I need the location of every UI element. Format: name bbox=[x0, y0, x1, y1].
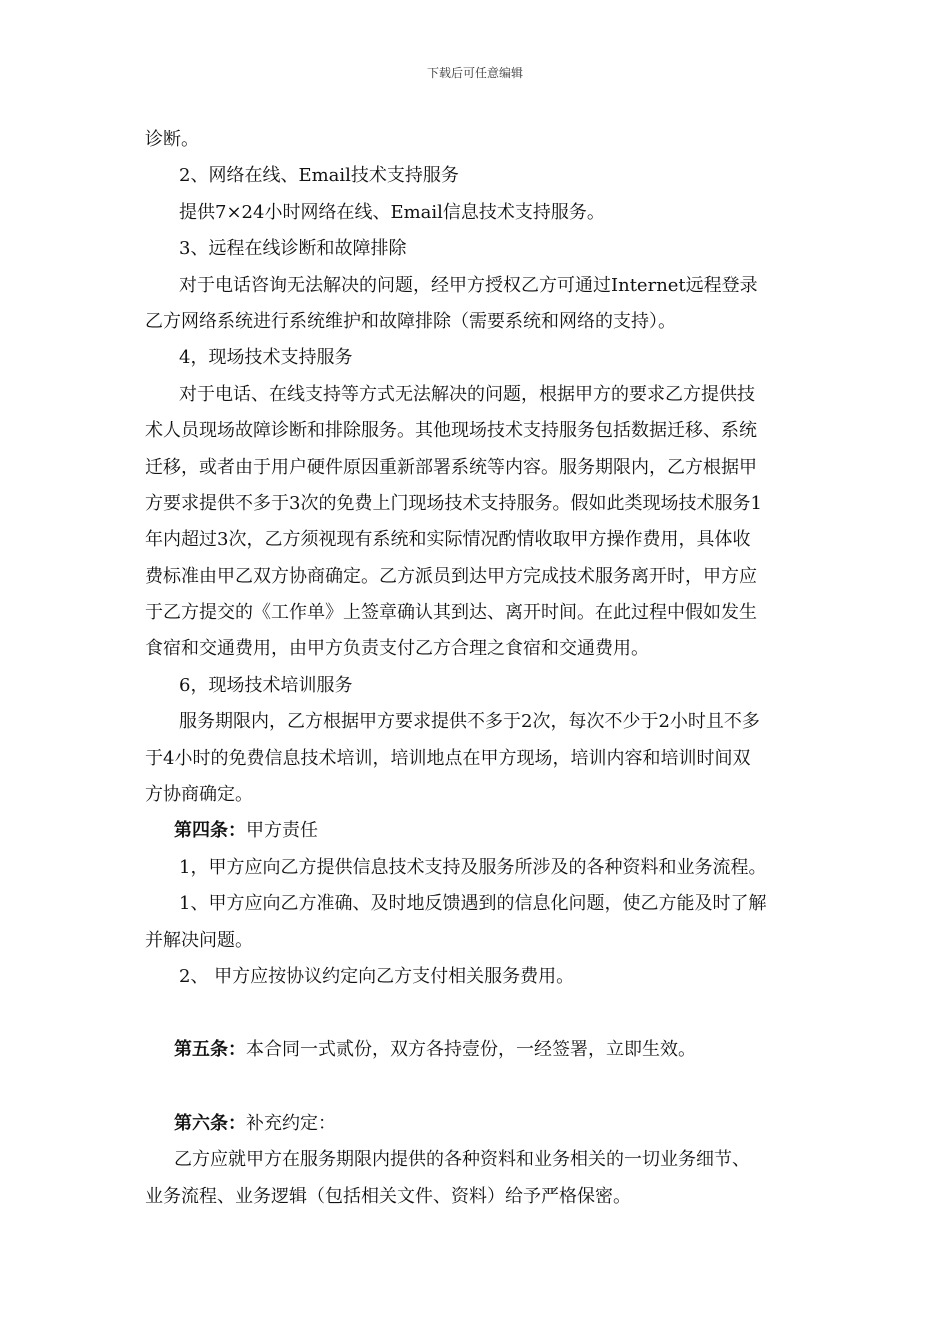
paragraph-line: 1、甲方应向乙方准确、及时地反馈遇到的信息化问题，使乙方能及时了解 bbox=[179, 893, 767, 915]
article-6-text: 补充约定： bbox=[246, 1112, 336, 1134]
article-4-heading bbox=[145, 813, 813, 849]
paragraph-line: 方要求提供不多于3次的免费上门现场技术支持服务。假如此类现场技术服务1 bbox=[145, 492, 762, 514]
paragraph-line: 对于电话、在线支持等方式无法解决的问题，根据甲方的要求乙方提供技 bbox=[179, 383, 755, 405]
paragraph-line: 提供7×24小时网络在线、Email信息技术支持服务。 bbox=[179, 201, 605, 223]
paragraph-line: 年内超过3次，乙方须视现有系统和实际情况酌情收取甲方操作费用，具体收 bbox=[145, 529, 751, 551]
paragraph-line: 乙方网络系统进行系统维护和故障排除（需要系统和网络的支持）。 bbox=[145, 310, 676, 332]
document-body bbox=[145, 122, 813, 1215]
paragraph-line: 业务流程、业务逻辑（包括相关文件、资料）给予严格保密。 bbox=[145, 1185, 631, 1207]
article-5-line bbox=[145, 1032, 813, 1068]
article-4-title: 第四条： bbox=[174, 820, 246, 842]
paragraph-line: 服务期限内，乙方根据甲方要求提供不多于2次，每次不少于2小时且不多 bbox=[179, 711, 760, 733]
paragraph-line: 方协商确定。 bbox=[145, 784, 253, 806]
section-heading-onsite-training: 6，现场技术培训服务 bbox=[179, 674, 353, 696]
page-header: 下载后可任意编辑 bbox=[426, 66, 523, 80]
article-6-title: 第六条： bbox=[174, 1112, 246, 1134]
paragraph-line: 费标准由甲乙双方协商确定。乙方派员到达甲方完成技术服务离开时，甲方应 bbox=[145, 565, 757, 587]
section-heading-email-support: 2、网络在线、Email技术支持服务 bbox=[179, 165, 459, 187]
paragraph-line: 1，甲方应向乙方提供信息技术支持及服务所涉及的各种资料和业务流程。 bbox=[179, 856, 767, 878]
paragraph-line: 于4小时的免费信息技术培训，培训地点在甲方现场，培训内容和培训时间双 bbox=[145, 747, 751, 769]
paragraph-line: 食宿和交通费用，由甲方负责支付乙方合理之食宿和交通费用。 bbox=[145, 638, 649, 660]
paragraph-line: 并解决问题。 bbox=[145, 929, 253, 951]
paragraph-line: 于乙方提交的《工作单》上签章确认其到达、离开时间。在此过程中假如发生 bbox=[145, 602, 757, 624]
article-6-line bbox=[145, 1106, 813, 1142]
section-heading-onsite-support: 4，现场技术支持服务 bbox=[179, 347, 353, 369]
article-4-text: 甲方责任 bbox=[246, 820, 318, 842]
paragraph-line: 2、 甲方应按协议约定向乙方支付相关服务费用。 bbox=[179, 965, 575, 987]
paragraph-line: 诊断。 bbox=[145, 129, 199, 150]
paragraph-line: 乙方应就甲方在服务期限内提供的各种资料和业务相关的一切业务细节、 bbox=[174, 1149, 750, 1171]
blank-line bbox=[145, 995, 813, 1032]
blank-line bbox=[145, 1069, 813, 1106]
section-heading-remote-diagnosis: 3、远程在线诊断和故障排除 bbox=[179, 238, 407, 260]
paragraph-line: 迁移，或者由于用户硬件原因重新部署系统等内容。服务期限内，乙方根据甲 bbox=[145, 456, 757, 478]
article-5-text: 本合同一式贰份，双方各持壹份，一经签署，立即生效。 bbox=[246, 1039, 696, 1061]
paragraph-line: 术人员现场故障诊断和排除服务。其他现场技术支持服务包括数据迁移、系统 bbox=[145, 420, 757, 442]
article-5-title: 第五条： bbox=[174, 1039, 246, 1061]
paragraph-line: 对于电话咨询无法解决的问题，经甲方授权乙方可通过Internet远程登录 bbox=[179, 274, 758, 296]
